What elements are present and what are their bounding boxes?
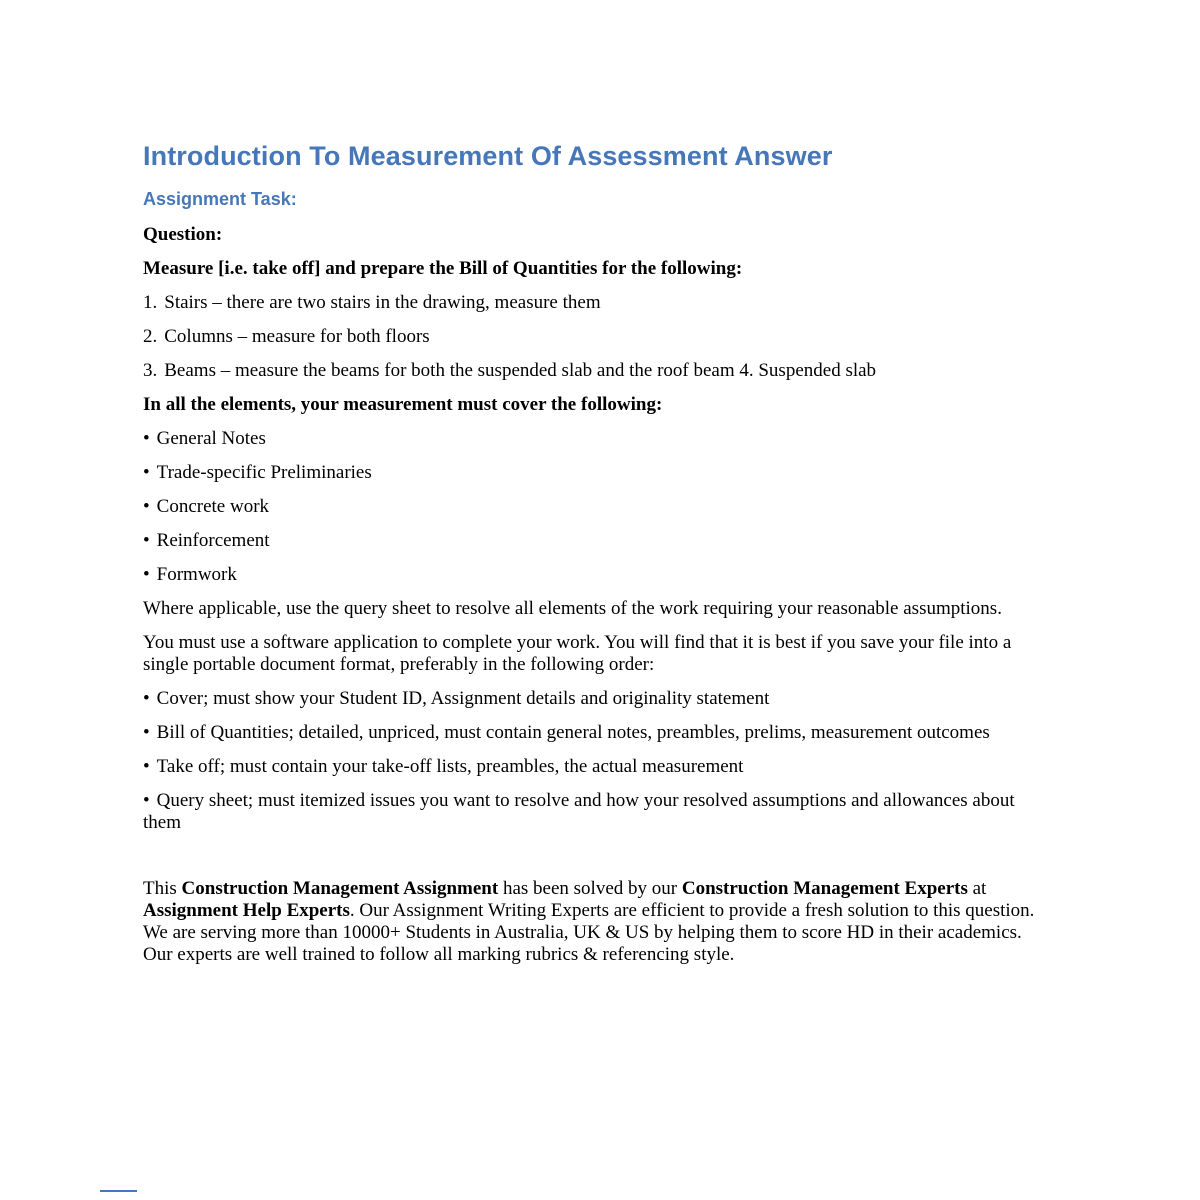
bullet-marker-icon: •	[143, 756, 150, 777]
bullet-list-item	[143, 564, 1055, 586]
bullet-item-text: Concrete work	[156, 496, 270, 517]
page-bottom-link-rule	[100, 1190, 137, 1192]
bullet-item-text: Take off; must contain your take-off lists, preambles, the actual measurement	[156, 756, 744, 777]
bullet-item-text: Reinforcement	[156, 530, 270, 551]
numbered-list-item	[143, 292, 1055, 314]
bullet-marker-icon: •	[143, 564, 150, 585]
list-item-text: Stairs – there are two stairs in the drawing, measure them	[164, 292, 601, 313]
bullet-marker-icon: •	[143, 790, 150, 811]
promo-paragraph: This Construction Management Assignment has been solved by our Construction Management Experts at Assignment Help Experts. Our Assignment Writing Experts are efficient to provide a fresh solution to this question. We are serving more than 10000+ Students in Australia, UK & US by helping them to score HD in their academics. Our experts are well trained to follow all marking rubrics & referencing style.	[143, 878, 1035, 965]
bullet-marker-icon: •	[143, 462, 150, 483]
list-number-marker: 2.	[143, 326, 158, 347]
bullet-list-item	[143, 530, 1055, 552]
order-bullet-list	[143, 688, 1055, 834]
list-number-marker: 1.	[143, 292, 158, 313]
bullet-marker-icon: •	[143, 496, 150, 517]
page-title: Introduction To Measurement Of Assessment Answer	[143, 141, 833, 171]
bullet-list-item	[143, 722, 1055, 744]
coverage-bullet-list	[143, 428, 1055, 586]
document-page	[143, 140, 1055, 978]
bullet-item-text: Formwork	[156, 564, 237, 585]
numbered-list-item	[143, 360, 1055, 382]
question-intro: Measure [i.e. take off] and prepare the Bill of Quantities for the following:	[143, 258, 743, 279]
bullet-item-text: Cover; must show your Student ID, Assignment details and originality statement	[156, 688, 770, 709]
numbered-list	[143, 292, 1055, 382]
para-query-sheet: Where applicable, use the query sheet to resolve all elements of the work requiring your reasonable assumptions.	[143, 598, 1002, 619]
coverage-heading: In all the elements, your measurement must cover the following:	[143, 394, 663, 415]
bullet-list-item	[143, 496, 1055, 518]
question-label: Question:	[143, 224, 223, 245]
bullet-list-item	[143, 688, 1055, 710]
bullet-marker-icon: •	[143, 428, 150, 449]
bullet-item-text: General Notes	[156, 428, 266, 449]
bullet-item-text: Trade-specific Preliminaries	[156, 462, 372, 483]
bullet-item-text: Query sheet; must itemized issues you want to resolve and how your resolved assumptions and allowances about them	[143, 790, 1015, 833]
bullet-item-text: Bill of Quantities; detailed, unpriced, must contain general notes, preambles, prelims, measurement outcomes	[156, 722, 990, 743]
list-number-marker: 3.	[143, 360, 158, 381]
list-item-text: Beams – measure the beams for both the suspended slab and the roof beam 4. Suspended slab	[164, 360, 877, 381]
bullet-marker-icon: •	[143, 722, 150, 743]
list-item-text: Columns – measure for both floors	[164, 326, 430, 347]
para-software-format: You must use a software application to complete your work. You will find that it is best if you save your file into a single portable document format, preferably in the following order:	[143, 632, 1012, 675]
bullet-marker-icon: •	[143, 530, 150, 551]
bullet-marker-icon: •	[143, 688, 150, 709]
section-heading-assignment-task: Assignment Task:	[143, 189, 297, 209]
numbered-list-item	[143, 326, 1055, 348]
bullet-list-item	[143, 428, 1055, 450]
bullet-list-item	[143, 756, 1055, 778]
bullet-list-item	[143, 462, 1055, 484]
bullet-list-item	[143, 790, 1055, 834]
